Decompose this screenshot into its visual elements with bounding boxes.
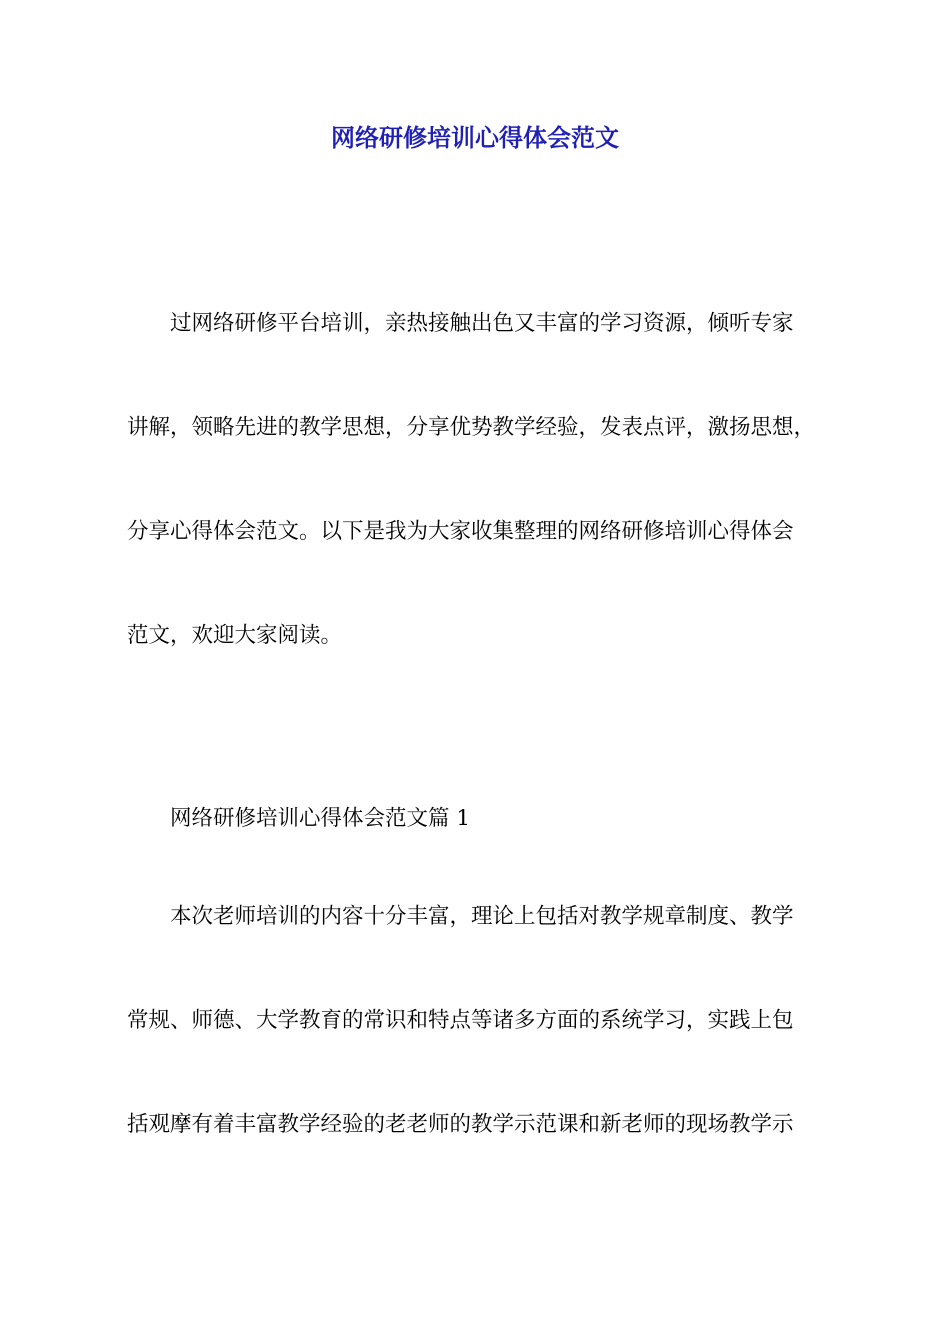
intro-paragraph: 过网络研修平台培训，亲热接触出色又丰富的学习资源，倾听专家 讲解，领略先进的教学思想，分享优势教学经验，发表点评，激扬思想， 分享心得体会范文。以下是我为大家收集整理的网络研修培训心得体会 范文，欢迎大家阅读。 [127,311,816,648]
body-paragraph: 本次老师培训的内容十分丰富，理论上包括对教学规章制度、教学 常规、师德、大学教育的常识和特点等诸多方面的系统学习，实践上包 括观摩有着丰富教学经验的老老师的教学示范课和新老师的现场教学示 [127,904,794,1137]
section-heading: 网络研修培训心得体会范文篇 1 [170,806,471,831]
document-title: 网络研修培训心得体会范文 [331,124,619,152]
